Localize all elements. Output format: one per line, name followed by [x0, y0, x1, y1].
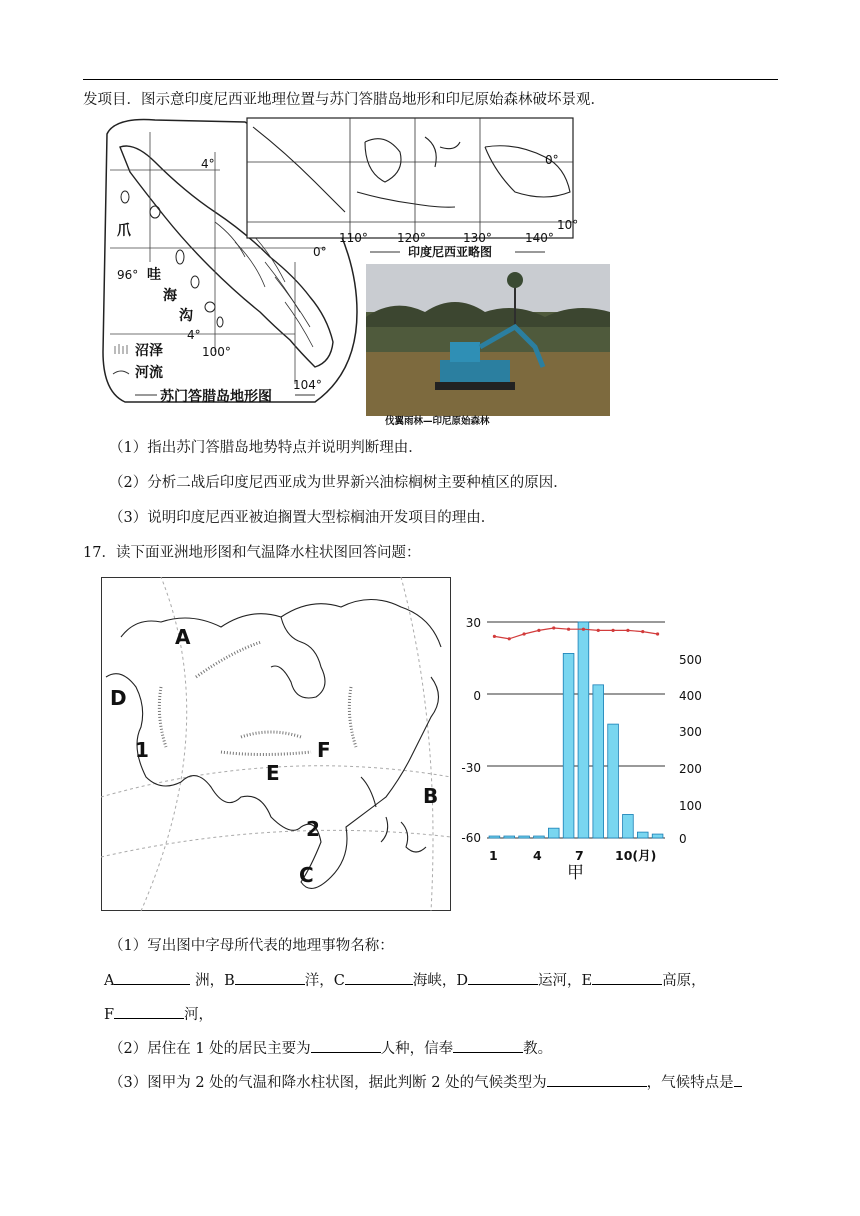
q17-sub2 [109, 1038, 552, 1059]
coord-label: 110° [339, 231, 368, 245]
precip-bar [593, 685, 604, 838]
temperature-points [493, 626, 659, 640]
q16-sub2: （2）分析二战后印度尼西亚成为世界新兴油棕榈树主要种植区的原因． [109, 475, 568, 491]
trench-label: 哇 [147, 267, 161, 283]
precip-bar [652, 834, 663, 838]
precip-bar [489, 836, 500, 838]
coord-label: 104° [293, 378, 322, 392]
map-letter-b: B [423, 784, 439, 808]
blank-c[interactable] [345, 970, 413, 985]
temp-point [626, 629, 629, 632]
map-letter-c: C [299, 863, 314, 887]
blank-climate-type[interactable] [547, 1072, 647, 1087]
coord-label: 100° [202, 345, 231, 359]
coord-label: 96° [117, 268, 139, 282]
asia-map [101, 577, 451, 911]
precip-bar [578, 622, 589, 838]
sub2-part3: 教。 [523, 1041, 553, 1057]
temp-point [508, 637, 511, 640]
precip-bar [519, 836, 530, 838]
sumatra-rivers [215, 222, 313, 347]
map-letter-d: D [110, 686, 127, 710]
chart-title: 甲 [567, 863, 584, 883]
trench-label: 海 [163, 288, 177, 304]
sub2-part1: （2）居住在 1 处的居民主要为 [109, 1041, 311, 1057]
label-d: 海峡，D [412, 973, 468, 989]
blank-race[interactable] [311, 1038, 381, 1053]
temp-point [597, 629, 600, 632]
indonesia-map-title: 印度尼西亚略图 [408, 245, 493, 259]
temp-point [611, 629, 614, 632]
x-tick: 1 [489, 848, 498, 863]
blank-b[interactable] [235, 970, 305, 985]
indonesia-map-frame [247, 118, 573, 238]
chart-gridlines [487, 622, 665, 838]
asia-map-frame [102, 578, 451, 911]
temp-point [522, 632, 525, 635]
intro-text: 发项目．图示意印度尼西亚地理位置与苏门答腊岛地形和印尼原始森林破坏景观． [83, 92, 605, 108]
temp-point [567, 628, 570, 631]
q17-stem: 17．读下面亚洲地形图和气温降水柱状图回答问题： [83, 545, 421, 561]
precip-bar [534, 836, 545, 838]
coord-label: 0° [313, 245, 327, 259]
temp-point [552, 626, 555, 629]
sub3-part2: ，气候特点是 [646, 1075, 734, 1091]
temp-point [641, 630, 644, 633]
coord-label: 10° [557, 218, 579, 232]
coord-label: 120° [397, 231, 426, 245]
coord-label: 4° [187, 328, 201, 342]
label-e-suffix: 高原， [662, 973, 706, 989]
photo-caption: 伐翼雨林—印尼原始森林 [385, 416, 490, 427]
map-letter-e: E [266, 761, 280, 785]
precip-bar [608, 724, 619, 838]
map-letter-f: F [317, 738, 331, 762]
precip-tick: 500 [679, 653, 702, 667]
temperature-line [494, 628, 657, 639]
coord-label: 0° [545, 153, 559, 167]
label-f: F [104, 1007, 115, 1023]
indonesia-figure [95, 112, 615, 427]
blank-climate-features[interactable] [734, 1072, 742, 1087]
q17-line-a [104, 970, 706, 991]
precip-bar [504, 836, 515, 838]
precip-tick: 200 [679, 762, 702, 776]
q16-sub3: （3）说明印度尼西亚被迫搁置大型棕榈油开发项目的理由． [109, 510, 496, 526]
temp-point [537, 629, 540, 632]
map-number-2: 2 [306, 817, 320, 841]
q17-sub1: （1）写出图中字母所代表的地理事物名称： [109, 938, 394, 954]
river-symbol [113, 371, 129, 374]
precip-tick: 300 [679, 725, 702, 739]
coord-label: 140° [525, 231, 554, 245]
trench-label: 爪 [117, 223, 131, 239]
swamp-symbol [115, 344, 127, 354]
precip-bar [623, 814, 634, 838]
precipitation-bars [489, 622, 663, 838]
precip-tick: 100 [679, 799, 702, 813]
legend-swamp-label: 沼泽 [135, 343, 163, 359]
precip-bar [548, 828, 559, 838]
label-f-suffix: 河， [184, 1007, 214, 1023]
sub2-part2: 人种，信奉 [380, 1041, 454, 1057]
sumatra-title: 苏门答腊岛地形图 [160, 389, 272, 405]
map-letter-a: A [175, 625, 191, 649]
q16-sub1: （1）指出苏门答腊岛地势特点并说明判断理由． [109, 440, 423, 456]
label-b: 洲，B [195, 973, 235, 989]
sub3-part1: （3）图甲为 2 处的气温和降水柱状图，据此判断 2 处的气候类型为 [109, 1075, 547, 1091]
coord-label: 130° [463, 231, 492, 245]
temp-point [656, 632, 659, 635]
x-tick: 4 [533, 848, 542, 863]
temp-point [493, 635, 496, 638]
temp-tick: -30 [461, 761, 481, 775]
precip-tick: 400 [679, 689, 702, 703]
label-e: 运河，E [538, 973, 593, 989]
q17-sub3 [109, 1072, 742, 1093]
coord-label: 4° [201, 157, 215, 171]
x-tick: 7 [575, 848, 584, 863]
label-a: A [104, 973, 115, 989]
precip-bar [637, 832, 648, 838]
sumatra-islands [121, 191, 223, 327]
temp-point [582, 628, 585, 631]
q17-line-f [104, 1004, 213, 1025]
deforestation-photo [366, 264, 610, 416]
temp-tick: -60 [461, 831, 481, 845]
legend-river-label: 河流 [135, 365, 163, 381]
map-number-1: 1 [135, 738, 149, 762]
x-tick: 10(月) [615, 848, 657, 863]
precip-tick: 0 [679, 832, 687, 846]
trench-label: 沟 [179, 308, 193, 324]
blank-e[interactable] [592, 970, 662, 985]
temp-tick: 30 [465, 616, 481, 630]
climate-chart [455, 612, 702, 883]
blank-f[interactable] [114, 1004, 184, 1019]
label-c: 洋，C [304, 973, 345, 989]
top-rule [83, 79, 778, 80]
blank-d[interactable] [468, 970, 538, 985]
blank-a[interactable] [114, 970, 190, 985]
blank-religion[interactable] [453, 1038, 523, 1053]
temp-tick: 0 [473, 689, 481, 703]
precip-bar [563, 653, 574, 838]
